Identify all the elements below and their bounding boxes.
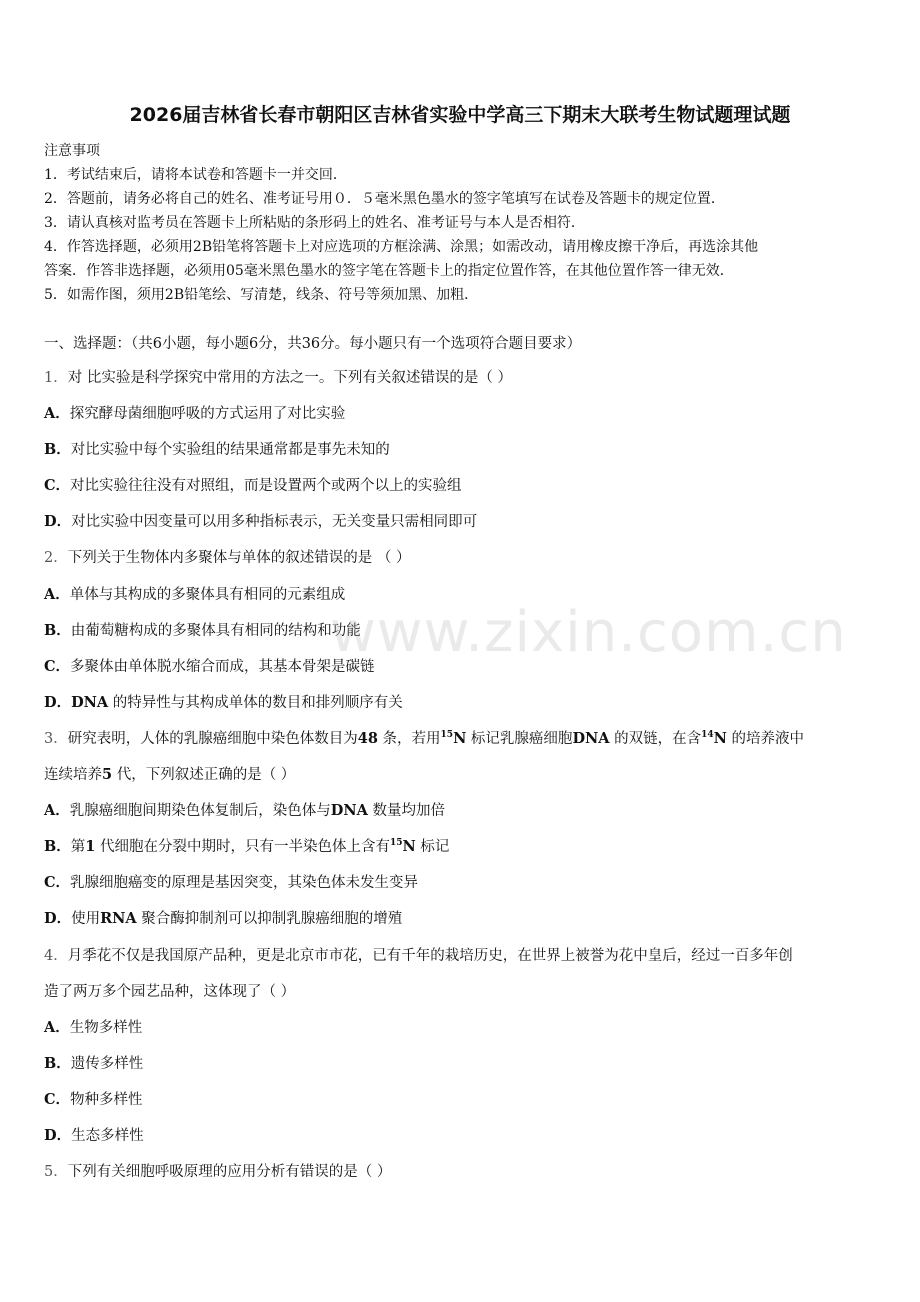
option-c[interactable]: C．多聚体由单体脱水缩合而成，其基本骨架是碳链	[44, 658, 375, 675]
option-d[interactable]: D．使用RNA 聚合酶抑制剂可以抑制乳腺癌细胞的增殖	[44, 910, 403, 927]
question-4-stem-cont: 造了两万多个园艺品种，这体现了（ ）	[44, 984, 296, 1000]
option-d[interactable]: D．DNA 的特异性与其构成单体的数目和排列顺序有关	[44, 694, 403, 711]
question-3-stem-cont: 连续培养5 代，下列叙述正确的是（ ）	[44, 766, 296, 783]
question-text: 下列有关细胞呼吸原理的应用分析有错误的是（ ）	[67, 1164, 392, 1180]
question-1-stem	[44, 366, 512, 387]
question-text: 对 比实验是科学探究中常用的方法之一。下列有关叙述错误的是（ ）	[67, 370, 512, 386]
option-b[interactable]: B．第1 代细胞在分裂中期时，只有一半染色体上含有$^{15}$N 标记	[44, 838, 450, 855]
question-number: 5．	[44, 1164, 68, 1180]
option-a[interactable]: A．生物多样性	[44, 1019, 143, 1036]
question-text: 月季花不仅是我国原产品种，更是北京市市花，已有千年的栽培历史，在世界上被誉为花中皇后，经过一百多年创	[67, 948, 793, 964]
notice-item: 答案．作答非选择题，必须用05毫米黑色墨水的签字笔在答题卡上的指定位置作答，在其他位置作答一律无效．	[44, 263, 734, 279]
option-c[interactable]: C．物种多样性	[44, 1091, 143, 1108]
option-b[interactable]: B．对比实验中每个实验组的结果通常都是事先未知的	[44, 441, 390, 458]
notice-item: 4．作答选择题，必须用2B铅笔将答题卡上对应选项的方框涂满、涂黑；如需改动，请用橡皮擦干净后，再选涂其他	[44, 239, 759, 255]
option-b[interactable]: B．遗传多样性	[44, 1055, 144, 1072]
option-a[interactable]: A．单体与其构成的多聚体具有相同的元素组成	[44, 586, 346, 603]
page-title: 2026届吉林省长春市朝阳区吉林省实验中学高三下期末大联考生物试题理试题	[129, 104, 791, 126]
question-5-stem	[44, 1160, 391, 1181]
notice-item: 2．答题前，请务必将自己的姓名、准考证号用０．５毫米黑色墨水的签字笔填写在试卷及答题卡的规定位置．	[44, 191, 725, 207]
notice-item: 3．请认真核对监考员在答题卡上所粘贴的条形码上的姓名、准考证号与本人是否相符．	[44, 215, 585, 231]
watermark: www.zixin.com.cn	[330, 600, 847, 665]
option-a[interactable]: A．乳腺癌细胞间期染色体复制后，染色体与DNA 数量均加倍	[44, 802, 445, 819]
notice-heading: 注意事项	[44, 143, 100, 159]
question-3-stem: 3．研究表明，人体的乳腺癌细胞中染色体数目为48 条，若用$^{15}$N 标记乳腺癌细胞DNA 的双链，在含$^{14}$N 的培养液中	[44, 730, 805, 747]
question-4-stem	[44, 944, 793, 965]
notice-item: 1．考试结束后，请将本试卷和答题卡一并交回．	[44, 167, 347, 183]
question-2-stem	[44, 546, 410, 567]
question-number: 2．	[44, 550, 68, 566]
option-c[interactable]: C．对比实验往往没有对照组，而是设置两个或两个以上的实验组	[44, 477, 462, 494]
question-number: 3．	[44, 731, 68, 747]
option-d[interactable]: D．生态多样性	[44, 1127, 144, 1144]
option-d[interactable]: D．对比实验中因变量可以用多种指标表示，无关变量只需相同即可	[44, 513, 478, 530]
option-b[interactable]: B．由葡萄糖构成的多聚体具有相同的结构和功能	[44, 622, 361, 639]
question-text: 下列关于生物体内多聚体与单体的叙述错误的是 （ ）	[67, 550, 411, 566]
question-number: 4．	[44, 948, 68, 964]
option-c[interactable]: C．乳腺细胞癌变的原理是基因突变，其染色体未发生变异	[44, 874, 419, 891]
notice-item: 5．如需作图，须用2B铅笔绘、写清楚，线条、符号等须加黑、加粗．	[44, 287, 479, 303]
section-heading: 一、选择题：（共6小题，每小题6分，共36分。每小题只有一个选项符合题目要求）	[44, 336, 582, 352]
question-number: 1．	[44, 370, 68, 386]
option-a[interactable]: A．探究酵母菌细胞呼吸的方式运用了对比实验	[44, 405, 346, 422]
